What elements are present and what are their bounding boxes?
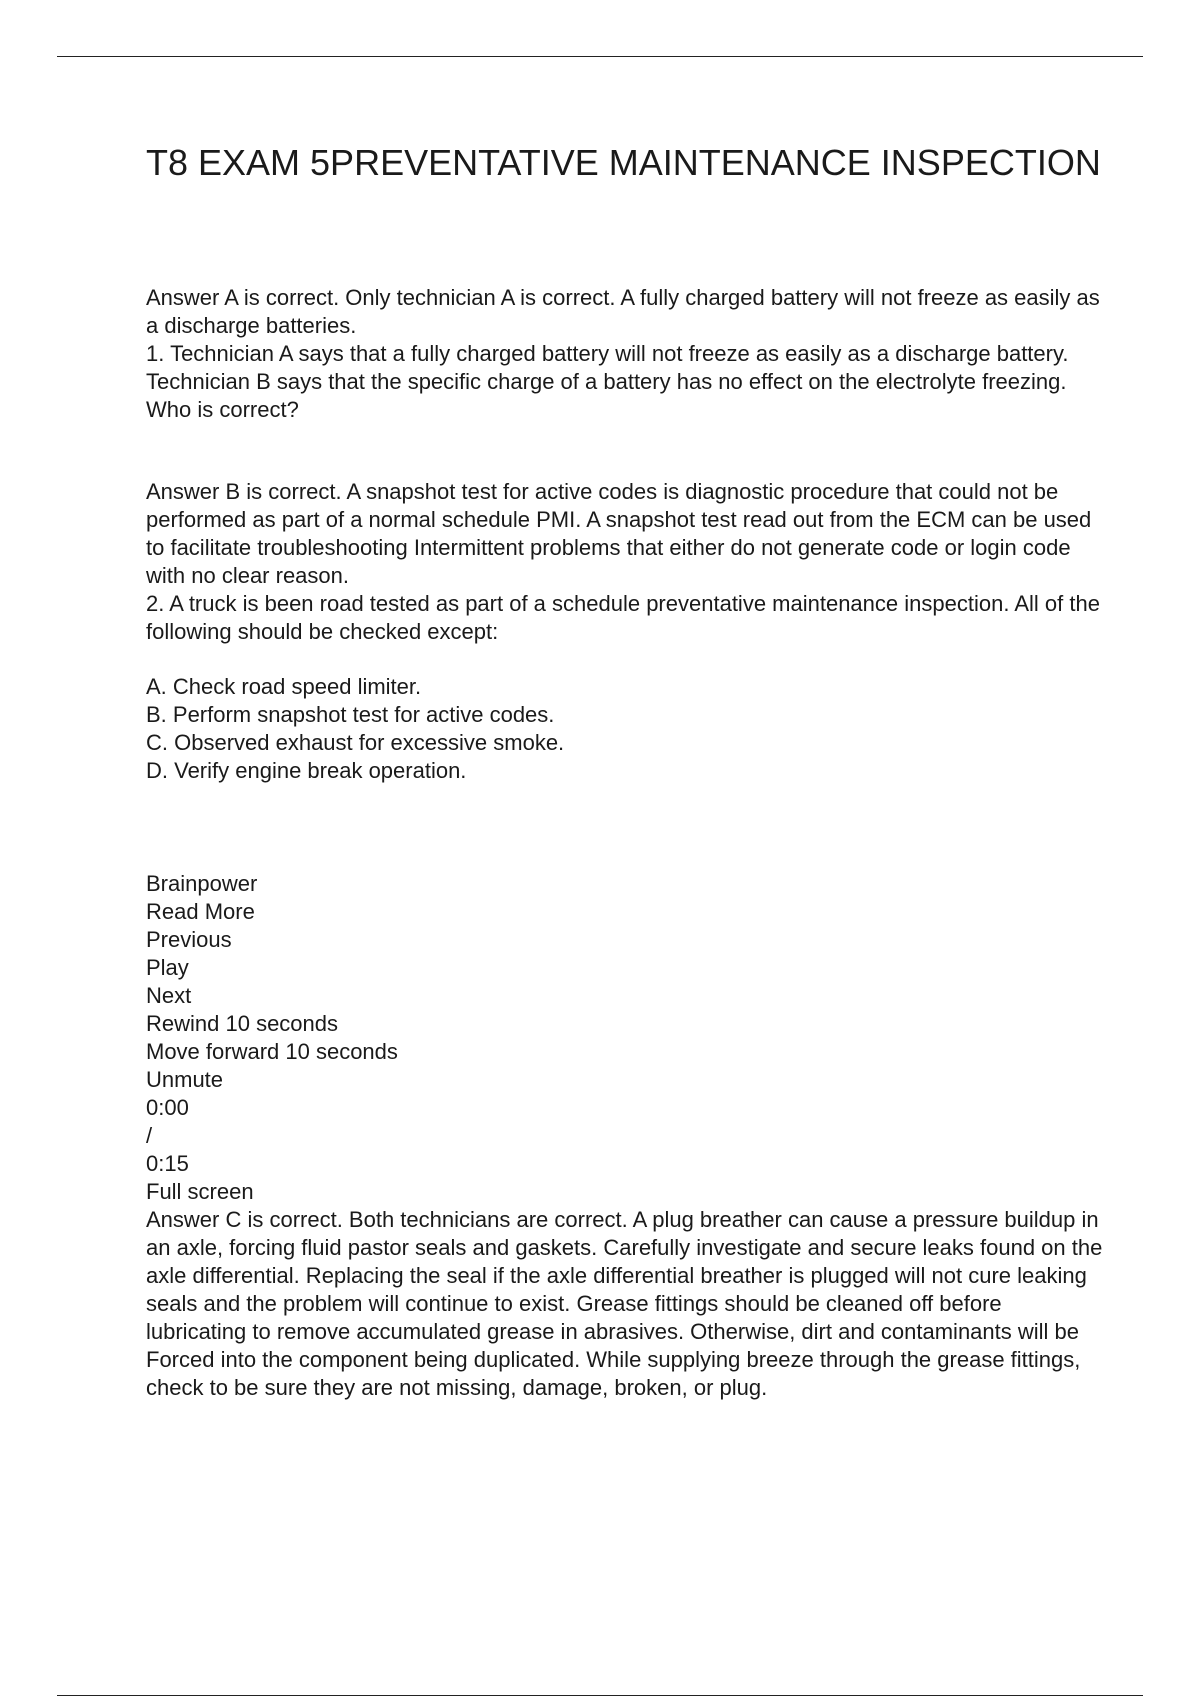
option-d: D. Verify engine break operation. <box>146 758 467 783</box>
answer-text-1: Answer A is correct. Only technician A is correct. A fully charged battery will not freeze as easily as a discharge batteries. <box>146 285 1100 338</box>
option-c: C. Observed exhaust for excessive smoke. <box>146 730 565 755</box>
next-button[interactable]: Next <box>146 983 192 1008</box>
answer-options <box>146 673 1106 785</box>
question-text-2: 2. A truck is been road tested as part of a schedule preventative maintenance inspection. All of the following should be checked except: <box>146 591 1100 644</box>
question-text-1: 1. Technician A says that a fully charged battery will not freeze as easily as a discharge battery. Technician B says that the specific charge of a battery has no effect on the electrolyte freezing. Who is correct? <box>146 341 1069 422</box>
current-time: 0:00 <box>146 1095 189 1120</box>
question-block-1 <box>146 284 1106 424</box>
media-player-text <box>146 870 1106 1402</box>
top-rule <box>57 56 1143 57</box>
option-b: B. Perform snapshot test for active codes. <box>146 702 555 727</box>
question-block-2 <box>146 478 1106 646</box>
fullscreen-button[interactable]: Full screen <box>146 1179 254 1204</box>
answer-text-3: Answer C is correct. Both technicians are correct. A plug breather can cause a pressure buildup in an axle, forcing fluid pastor seals and gaskets. Carefully investigate and secure leaks found on the axle differential. Replacing the seal if the axle differential breather is plugged will not cure leaking seals and the problem will continue to exist. Grease fittings should be cleaned off before lubricating to remove accumulated grease in abrasives. Otherwise, dirt and contaminants will be Forced into the component being duplicated. While supplying breeze through the grease fittings, check to be sure they are not missing, damage, broken, or plug. <box>146 1207 1103 1400</box>
answer-text-2: Answer B is correct. A snapshot test for active codes is diagnostic procedure that could not be performed as part of a normal schedule PMI. A snapshot test read out from the ECM can be used to facilitate troubleshooting Intermittent problems that either do not generate code or login code with no clear reason. <box>146 479 1092 588</box>
play-button[interactable]: Play <box>146 955 189 980</box>
unmute-button[interactable]: Unmute <box>146 1067 224 1092</box>
brand-label: Brainpower <box>146 871 258 896</box>
bottom-rule <box>57 1695 1143 1696</box>
duration: 0:15 <box>146 1151 189 1176</box>
forward-button[interactable]: Move forward 10 seconds <box>146 1039 398 1064</box>
read-more-link[interactable]: Read More <box>146 899 255 924</box>
option-a: A. Check road speed limiter. <box>146 674 422 699</box>
rewind-button[interactable]: Rewind 10 seconds <box>146 1011 339 1036</box>
previous-button[interactable]: Previous <box>146 927 232 952</box>
page-title: T8 EXAM 5PREVENTATIVE MAINTENANCE INSPECTION <box>146 142 1101 183</box>
time-separator: / <box>146 1123 153 1148</box>
